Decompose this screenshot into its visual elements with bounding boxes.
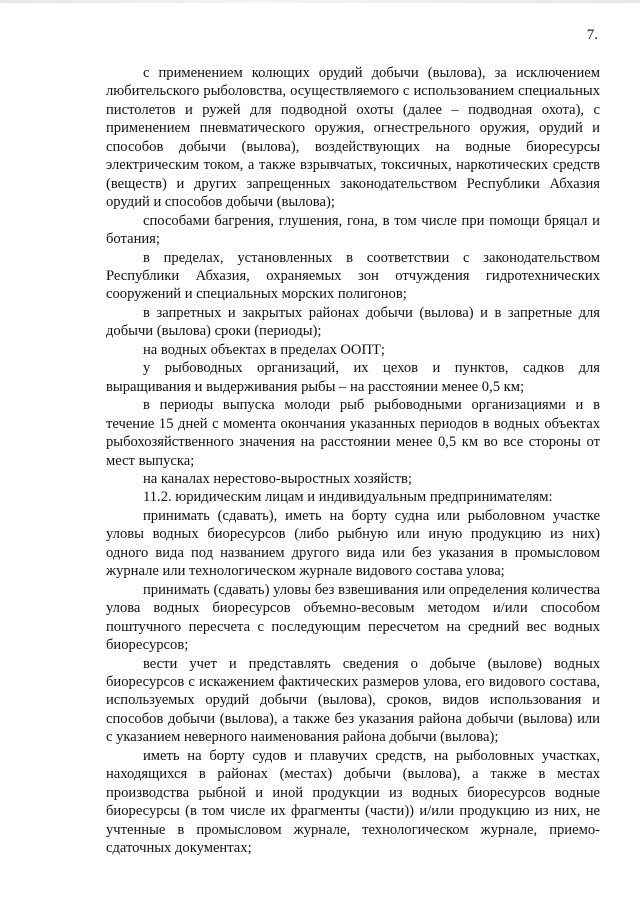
paragraph-2: способами багрения, глушения, гона, в том числе при помощи бряцал и ботания; <box>106 212 600 248</box>
paragraph-3: в пределах, установленных в соответствии с законодательством Республики Абхазия, охраняемых зон отчуждения гидротехнических сооружений и специальных морских полигонов; <box>106 249 600 303</box>
paragraph-4: в запретных и закрытых районах добычи (вылова) и в запретные для добычи (вылова) сроки (периоды); <box>106 304 600 340</box>
document-body <box>106 64 600 857</box>
paragraph-1: с применением колющих орудий добычи (вылова), за исключением любительского рыболовства, осуществляемого с использованием специальных пистолетов и ружей для подводной охоты (далее – подводная охота), с применением пневматического оружия, огнестрельного оружия, орудий и способов добычи (вылова), воздействующих на водные биоресурсы электрическим током, а также взрывчатых, токсичных, наркотических средств (веществ) и других запрещенных законодательством Республики Абхазия орудий и способов добычи (вылова); <box>106 65 600 211</box>
scan-edge <box>0 0 640 3</box>
paragraph-10: принимать (сдавать), иметь на борту судна или рыболовном участке уловы водных биоресурсов (либо рыбную или иную продукцию из них) одного вида под названием другого вида или без указания в промысловом журнале или технологическом журнале видового состава улова; <box>106 507 600 580</box>
paragraph-8: на каналах нерестово-выростных хозяйств; <box>143 470 412 487</box>
paragraph-13: иметь на борту судов и плавучих средств, на рыболовных участках, находящихся в районах (местах) добычи (вылова), а также в местах производства рыбной и иной продукции из водных биоресурсов водные биоресурсы (в том числе их фрагменты (части)) и/или продукцию из них, не учтенные в промысловом журнале, технологическом журнале, приемо-сдаточных документах; <box>106 747 600 857</box>
paragraph-12: вести учет и представлять сведения о добыче (вылове) водных биоресурсов с искажением фактических размеров улова, его видового состава, используемых орудий добычи (вылова), сроков, видов использования и способов добычи (вылова), а также без указания района добычи (вылова) или с указанием неверного наименования района добычи (вылова); <box>106 655 600 746</box>
paragraph-6: у рыбоводных организаций, их цехов и пунктов, садков для выращивания и выдерживания рыбы – на расстоянии менее 0,5 км; <box>106 360 600 395</box>
section-heading-11-2: 11.2. юридическим лицам и индивидуальным предпринимателям: <box>143 489 553 506</box>
paragraph-7: в периоды выпуска молоди рыб рыбоводными организациями и в течение 15 дней с момента окончания указанных периодов в водных объектах рыбохозяйственного значения на расстоянии менее 0,5 км во все стороны от мест выпуска; <box>106 397 600 469</box>
page-number: 7. <box>586 27 598 43</box>
paragraph-11: принимать (сдавать) уловы без взвешивания или определения количества улова водных биоресурсов объемно-весовым методом и/или способом поштучного пересчета с последующим пересчетом на средний вес водных биоресурсов; <box>106 581 600 654</box>
paragraph-5: на водных объектах в пределах ООПТ; <box>143 341 385 358</box>
